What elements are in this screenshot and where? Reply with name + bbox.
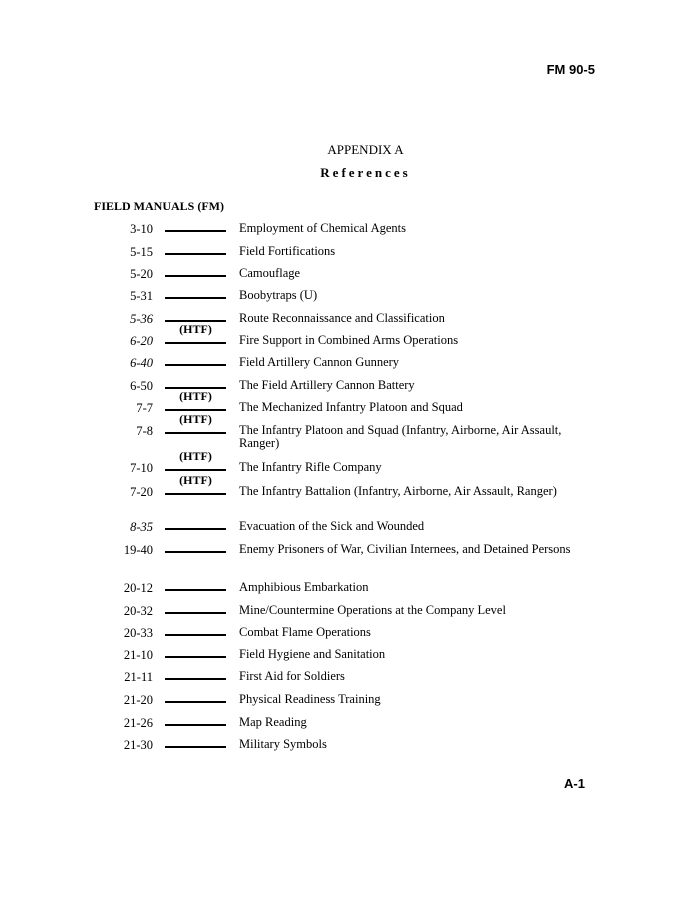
manual-title: Camouflage xyxy=(239,266,301,280)
leader-line xyxy=(165,364,226,366)
manual-number: 6-50 xyxy=(130,379,153,393)
header-doc-number: FM 90-5 xyxy=(546,62,595,77)
manual-number: 21-11 xyxy=(124,670,153,684)
leader-line xyxy=(165,634,226,636)
leader-line xyxy=(165,342,226,344)
manual-title: The Field Artillery Cannon Battery xyxy=(239,378,415,392)
manual-title: The Infantry Platoon and Squad (Infantry, Airborne, Air Assault, Ranger) xyxy=(239,423,562,450)
manual-number: 5-20 xyxy=(130,267,153,281)
manual-number: 21-26 xyxy=(123,716,153,730)
leader-line xyxy=(165,469,226,471)
appendix-label: APPENDIX A xyxy=(327,142,404,157)
manual-number: 20-33 xyxy=(123,626,153,640)
manual-number: 7-7 xyxy=(136,401,153,415)
leader-line xyxy=(165,701,226,703)
manual-title: Physical Readiness Training xyxy=(239,692,381,706)
leader-line xyxy=(165,724,226,726)
manual-title: The Infantry Battalion (Infantry, Airborne, Air Assault, Ranger) xyxy=(239,484,557,498)
manual-number: 19-40 xyxy=(123,543,153,557)
manual-title: Boobytraps (U) xyxy=(239,288,318,302)
manual-title: Fire Support in Combined Arms Operations xyxy=(239,333,459,347)
manual-number: 8-35 xyxy=(130,520,153,534)
manual-title: The Mechanized Infantry Platoon and Squad xyxy=(239,400,463,414)
htf-tag: (HTF) xyxy=(179,473,212,487)
leader-line xyxy=(165,275,226,277)
leader-line xyxy=(165,253,226,255)
manual-title: Mine/Countermine Operations at the Company Level xyxy=(239,603,506,617)
manual-number: 21-10 xyxy=(123,648,153,662)
section-heading: FIELD MANUALS (FM) xyxy=(94,199,224,213)
manual-number: 20-12 xyxy=(123,581,153,595)
manual-number: 5-15 xyxy=(130,245,153,259)
leader-line xyxy=(165,409,226,411)
manual-number: 6-40 xyxy=(130,356,153,370)
leader-line xyxy=(165,612,226,614)
leader-line xyxy=(165,746,226,748)
leader-line xyxy=(165,528,226,530)
manual-title: Military Symbols xyxy=(239,737,327,751)
manual-number: 21-30 xyxy=(123,738,153,752)
leader-line xyxy=(165,297,226,299)
manual-title: Field Fortifications xyxy=(239,244,336,258)
htf-tag: (HTF) xyxy=(179,412,212,426)
manual-number: 21-20 xyxy=(123,693,153,707)
htf-tag: (HTF) xyxy=(179,389,212,403)
leader-line xyxy=(165,678,226,680)
manual-title: The Infantry Rifle Company xyxy=(239,460,382,474)
leader-line xyxy=(165,589,226,591)
manual-number: 6-20 xyxy=(130,334,153,348)
htf-tag: (HTF) xyxy=(179,322,212,336)
manual-title: Map Reading xyxy=(239,715,307,729)
manual-number: 3-10 xyxy=(130,222,153,236)
manual-title: Combat Flame Operations xyxy=(239,625,371,639)
manual-title: Field Artillery Cannon Gunnery xyxy=(239,355,400,369)
htf-tag: (HTF) xyxy=(179,449,212,463)
leader-line xyxy=(165,551,226,553)
leader-line xyxy=(165,230,226,232)
appendix-title: References xyxy=(320,165,411,180)
leader-line xyxy=(165,432,226,434)
manual-number: 5-36 xyxy=(130,312,153,326)
manual-number: 7-10 xyxy=(130,461,153,475)
manual-number: 20-32 xyxy=(123,604,153,618)
manual-title: Field Hygiene and Sanitation xyxy=(239,647,386,661)
manual-title: Employment of Chemical Agents xyxy=(239,221,406,235)
manual-title: Route Reconnaissance and Classification xyxy=(239,311,445,325)
manual-number: 7-8 xyxy=(136,424,153,438)
manual-title: Evacuation of the Sick and Wounded xyxy=(239,519,425,533)
leader-line xyxy=(165,656,226,658)
manual-number: 5-31 xyxy=(130,289,153,303)
leader-line xyxy=(165,493,226,495)
page-number: A-1 xyxy=(564,776,585,791)
manual-title: First Aid for Soldiers xyxy=(239,669,345,683)
manual-number: 7-20 xyxy=(130,485,153,499)
manual-title: Enemy Prisoners of War, Civilian Internees, and Detained Persons xyxy=(239,542,571,556)
manual-title: Amphibious Embarkation xyxy=(239,580,369,594)
